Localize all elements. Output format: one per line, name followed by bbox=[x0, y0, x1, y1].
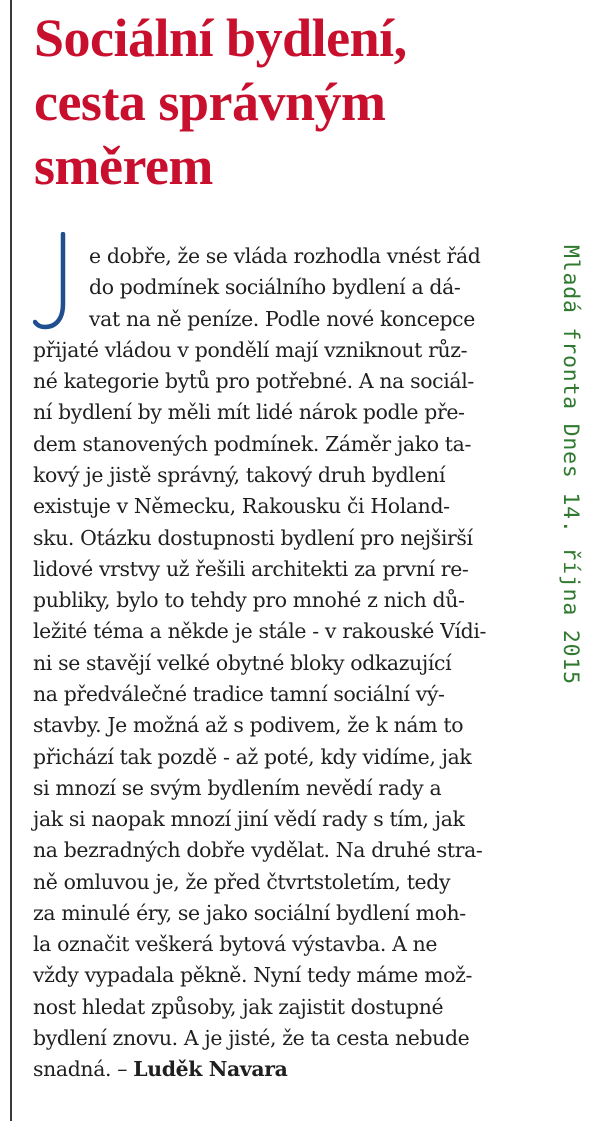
article-line: la označit veškerá bytová výstavba. A ne bbox=[33, 932, 438, 957]
article-line: ni se stavějí velké obytné bloky odkazující bbox=[33, 650, 452, 675]
article-line: vat na ně peníze. Podle nové koncepce bbox=[89, 306, 475, 331]
article-line: nost hledat způsoby, jak zajistit dostupné bbox=[33, 994, 444, 1019]
article-line: přichází tak pozdě - až poté, kdy vidíme, jak bbox=[33, 744, 472, 769]
article-line: stavby. Je možná až s podivem, že k nám to bbox=[33, 713, 464, 738]
headline-line: směrem bbox=[34, 136, 213, 196]
article-line: publiky, bylo to tehdy pro mnohé z nich dů- bbox=[33, 588, 465, 613]
article-line: existuje v Německu, Rakousku či Holand- bbox=[33, 494, 450, 519]
article-line: kový je jistě správný, takový druh bydlení bbox=[33, 462, 446, 487]
article-line: si mnozí se svým bydlením nevědí rady a bbox=[33, 775, 442, 800]
article-line: lidové vrstvy už řešili architekti za první re- bbox=[33, 556, 469, 581]
headline-line: Sociální bydlení, bbox=[34, 8, 407, 68]
article-final-line bbox=[33, 1054, 533, 1085]
author-byline: Luděk Navara bbox=[133, 1057, 288, 1082]
article-line: jak si naopak mnozí jiní vědí rady s tím, jak bbox=[33, 807, 465, 832]
headline-line: cesta správným bbox=[34, 72, 386, 132]
article-line: do podmínek sociálního bydlení a dá- bbox=[89, 275, 461, 300]
article-final-text: snadná. – bbox=[33, 1057, 134, 1082]
article-line: e dobře, že se vláda rozhodla vnést řád bbox=[89, 244, 481, 268]
article-line: bydlení znovu. A je jisté, že ta cesta nebude bbox=[33, 1026, 470, 1051]
article-line: vždy vypadala pěkně. Nyní tedy máme mož- bbox=[33, 963, 473, 988]
article-line: sku. Otázku dostupnosti bydlení pro nejširší bbox=[33, 525, 473, 550]
article-line: přijaté vládou v pondělí mají vzniknout růz- bbox=[33, 337, 468, 362]
article-body bbox=[33, 241, 533, 1086]
article-line: za minulé éry, se jako sociální bydlení moh- bbox=[33, 900, 466, 925]
article-line: na bezradných dobře vydělat. Na druhé stra- bbox=[33, 838, 483, 863]
headline bbox=[34, 6, 554, 198]
article-line: dem stanovených podmínek. Záměr jako ta- bbox=[33, 431, 471, 456]
article-line: ležité téma a někde je stále - v rakouské Vídi- bbox=[33, 619, 487, 644]
column-rule bbox=[10, 0, 12, 1121]
article-line: ní bydlení by měli mít lidé nárok podle pře- bbox=[33, 400, 465, 425]
article-line: né kategorie bytů pro potřebné. A na sociál- bbox=[33, 369, 474, 394]
source-stamp: Mladá fronta Dnes 14. října 2015 bbox=[558, 245, 583, 685]
article-line: na předválečné tradice tamní sociální vý- bbox=[33, 681, 445, 706]
article-line: ně omluvou je, že před čtvrtstoletím, tedy bbox=[33, 869, 451, 894]
